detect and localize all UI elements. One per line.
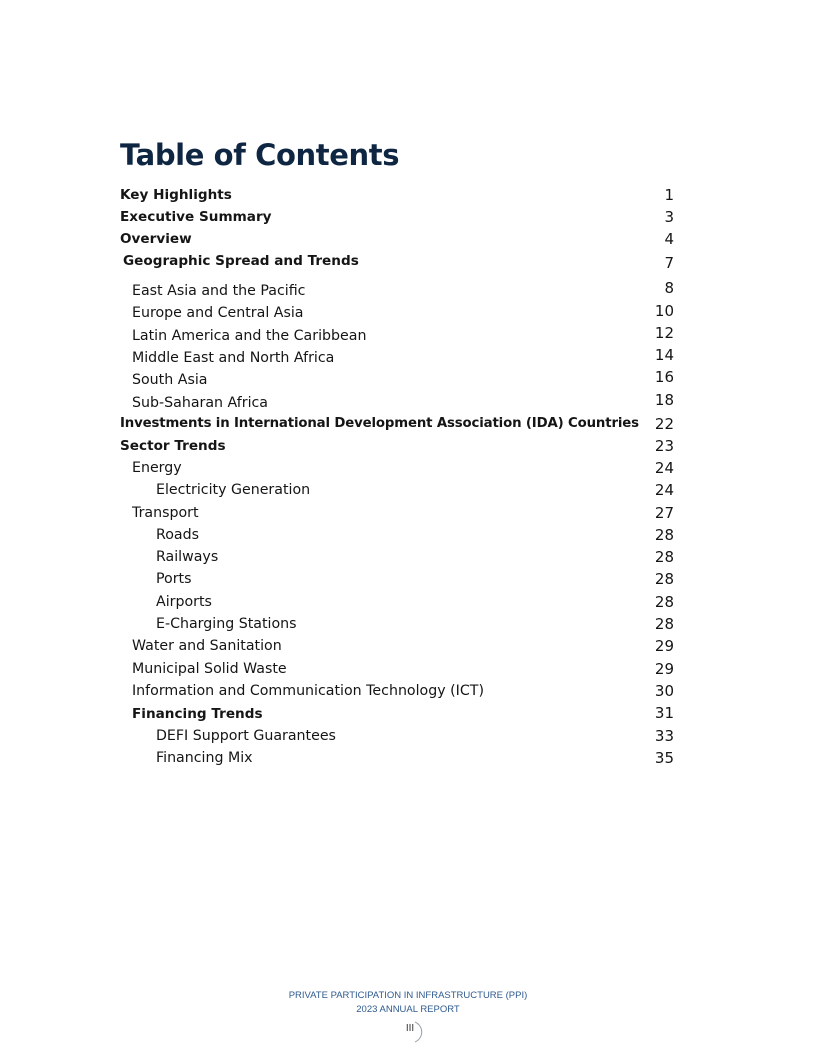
- toc-entry-label: DEFI Support Guarantees: [156, 728, 336, 744]
- toc-entry-label: Transport: [132, 505, 199, 521]
- toc-entry-ports[interactable]: [120, 569, 674, 589]
- toc-entry-ict[interactable]: [120, 681, 674, 701]
- toc-entry-south-asia[interactable]: [120, 370, 674, 390]
- toc-entry-page: 7: [664, 254, 674, 272]
- toc-entry-financing-trends[interactable]: [120, 704, 674, 724]
- toc-entry-overview[interactable]: [120, 229, 674, 249]
- toc-entry-page: 28: [654, 570, 674, 588]
- toc-entry-page: 16: [654, 368, 674, 386]
- toc-entry-page: 14: [654, 346, 674, 364]
- toc-entry-middle-east-north-africa[interactable]: [120, 348, 674, 368]
- toc-entry-page: 35: [654, 749, 674, 767]
- toc-entry-label: Energy: [132, 460, 182, 476]
- toc-entry-page: 23: [654, 437, 674, 455]
- toc-entry-page: 22: [654, 415, 674, 433]
- toc-entry-label: South Asia: [132, 372, 208, 388]
- toc-entry-label: Roads: [156, 527, 199, 543]
- toc-entry-defi-support-guarantees[interactable]: [120, 726, 674, 746]
- toc-entry-page: 24: [654, 459, 674, 477]
- toc-entry-page: 24: [654, 481, 674, 499]
- toc-entry-page: 31: [654, 704, 674, 722]
- toc-entry-page: 4: [664, 230, 674, 248]
- toc-entry-label: Information and Communication Technology (ICT): [132, 683, 484, 699]
- toc-entry-label: Financing Trends: [132, 706, 263, 722]
- toc-entry-sector-trends[interactable]: [120, 436, 674, 456]
- toc-entry-page: 8: [664, 279, 674, 297]
- toc-entry-label: Middle East and North Africa: [132, 350, 335, 366]
- toc-entry-label: Latin America and the Caribbean: [132, 328, 367, 344]
- toc-entry-label: Investments in International Development Association (IDA) Countries: [120, 416, 639, 431]
- toc-entry-page: 30: [654, 682, 674, 700]
- toc-entry-label: Electricity Generation: [156, 482, 311, 498]
- toc-entry-page: 29: [654, 660, 674, 678]
- footer-report-name: PRIVATE PARTICIPATION IN INFRASTRUCTURE (PPI): [288, 990, 528, 1001]
- toc-entry-ida-countries[interactable]: [120, 414, 674, 434]
- toc-entry-executive-summary[interactable]: [120, 207, 674, 227]
- toc-entry-financing-mix[interactable]: [120, 748, 674, 768]
- toc-entry-electricity-generation[interactable]: [120, 480, 674, 500]
- toc-entry-railways[interactable]: [120, 547, 674, 567]
- page-number-text: III: [405, 1023, 415, 1034]
- toc-entry-page: 18: [654, 391, 674, 409]
- footer-report-year: 2023 ANNUAL REPORT: [356, 1004, 460, 1015]
- toc-entry-energy[interactable]: [120, 458, 674, 478]
- toc-entry-label: Executive Summary: [120, 209, 272, 225]
- toc-entry-label: Sub-Saharan Africa: [132, 395, 269, 411]
- toc-entry-transport[interactable]: [120, 503, 674, 523]
- toc-entry-latin-america-caribbean[interactable]: [120, 326, 674, 346]
- toc-entry-page: 3: [664, 208, 674, 226]
- toc-entry-label: Sector Trends: [120, 438, 226, 454]
- toc-entry-sub-saharan-africa[interactable]: [120, 393, 674, 413]
- toc-entry-page: 33: [654, 727, 674, 745]
- toc-entry-e-charging-stations[interactable]: [120, 614, 674, 634]
- toc-entry-key-highlights[interactable]: [120, 185, 674, 205]
- toc-entry-label: Railways: [156, 549, 219, 565]
- toc-entry-label: Overview: [120, 231, 192, 247]
- toc-entry-label: Ports: [156, 571, 192, 587]
- toc-entry-page: 28: [654, 526, 674, 544]
- toc-entry-page: 29: [654, 637, 674, 655]
- toc-entry-page: 28: [654, 615, 674, 633]
- toc-entry-geographic-spread[interactable]: [120, 251, 674, 271]
- toc-entry-europe-central-asia[interactable]: [120, 303, 674, 323]
- toc-entry-label: East Asia and the Pacific: [132, 283, 306, 299]
- page-number-arc-icon: [398, 1021, 424, 1043]
- toc-entry-east-asia-pacific[interactable]: [120, 281, 674, 301]
- toc-entry-water-sanitation[interactable]: [120, 636, 674, 656]
- toc-entry-page: 28: [654, 548, 674, 566]
- toc-entry-label: Water and Sanitation: [132, 638, 282, 654]
- toc-entry-airports[interactable]: [120, 592, 674, 612]
- toc-entry-page: 12: [654, 324, 674, 342]
- toc-entry-roads[interactable]: [120, 525, 674, 545]
- toc-entry-label: Key Highlights: [120, 187, 232, 203]
- page-title: Table of Contents: [120, 138, 400, 172]
- toc-entry-label: Municipal Solid Waste: [132, 661, 287, 677]
- toc-entry-label: E-Charging Stations: [156, 616, 297, 632]
- toc-entry-label: Geographic Spread and Trends: [123, 253, 359, 269]
- page-number: [398, 1021, 424, 1043]
- toc-entry-page: 1: [664, 186, 674, 204]
- toc-entry-label: Europe and Central Asia: [132, 305, 304, 321]
- toc-entry-municipal-solid-waste[interactable]: [120, 659, 674, 679]
- toc-entry-label: Financing Mix: [156, 750, 253, 766]
- toc-entry-page: 28: [654, 593, 674, 611]
- toc-entry-page: 27: [654, 504, 674, 522]
- toc-entry-page: 10: [654, 302, 674, 320]
- toc-entry-label: Airports: [156, 594, 212, 610]
